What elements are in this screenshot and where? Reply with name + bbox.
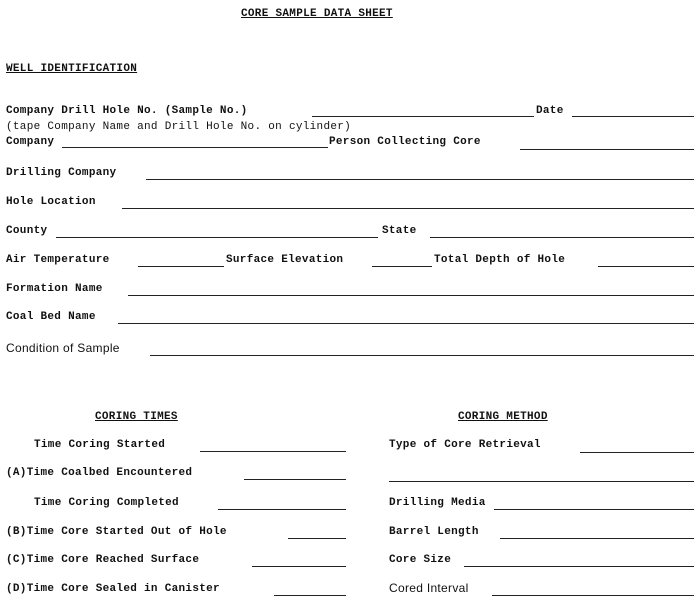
field-coring-time-completed[interactable] (218, 509, 346, 510)
field-coring-method-barrel-length[interactable] (500, 538, 694, 539)
section-well-identification: WELL IDENTIFICATION (6, 63, 138, 75)
field-state[interactable] (430, 237, 694, 238)
label-formation-name: Formation Name (6, 283, 103, 295)
heading-coring-times: CORING TIMES (95, 411, 178, 423)
field-coring-time-sealed[interactable] (274, 595, 346, 596)
field-company[interactable] (62, 147, 328, 148)
field-coal-bed-name[interactable] (118, 323, 694, 324)
coring-method-cored-interval: Cored Interval (389, 581, 469, 595)
label-state: State (382, 225, 417, 237)
coring-time-out-of-hole: (B)Time Core Started Out of Hole (6, 526, 227, 538)
coring-method-barrel-length: Barrel Length (389, 526, 479, 538)
field-coring-method-type[interactable] (580, 452, 694, 453)
coring-method-core-size: Core Size (389, 554, 452, 566)
field-air-temperature[interactable] (138, 266, 224, 267)
field-coring-method-extra[interactable] (389, 481, 694, 482)
coring-time-completed: Time Coring Completed (34, 497, 179, 509)
coring-time-sealed: (D)Time Core Sealed in Canister (6, 583, 220, 595)
field-coring-method-cored-interval[interactable] (492, 595, 694, 596)
coring-time-reached-surface: (C)Time Core Reached Surface (6, 554, 200, 566)
field-coring-time-coalbed[interactable] (244, 479, 346, 480)
label-coal-bed-name: Coal Bed Name (6, 311, 96, 323)
label-total-depth: Total Depth of Hole (434, 254, 566, 266)
tape-note: (tape Company Name and Drill Hole No. on cylinder) (6, 121, 352, 133)
label-hole-location: Hole Location (6, 196, 96, 208)
label-date: Date (536, 105, 564, 117)
field-condition-of-sample[interactable] (150, 355, 694, 356)
label-county: County (6, 225, 48, 237)
field-formation-name[interactable] (128, 295, 694, 296)
field-company-drill-hole[interactable] (312, 116, 534, 117)
heading-coring-method: CORING METHOD (458, 411, 548, 423)
field-coring-method-drilling-media[interactable] (494, 509, 694, 510)
field-drilling-company[interactable] (146, 179, 694, 180)
label-company: Company (6, 136, 55, 148)
label-person-collecting: Person Collecting Core (329, 136, 481, 148)
label-company-drill-hole: Company Drill Hole No. (Sample No.) (6, 105, 248, 117)
field-coring-time-out-of-hole[interactable] (288, 538, 346, 539)
sheet-title: CORE SAMPLE DATA SHEET (241, 8, 393, 20)
field-person-collecting[interactable] (520, 149, 694, 150)
coring-time-coalbed: (A)Time Coalbed Encountered (6, 467, 193, 479)
field-hole-location[interactable] (122, 208, 694, 209)
coring-method-type: Type of Core Retrieval (389, 439, 541, 451)
field-coring-time-started[interactable] (200, 451, 346, 452)
label-condition-of-sample: Condition of Sample (6, 341, 120, 355)
field-total-depth[interactable] (598, 266, 694, 267)
label-drilling-company: Drilling Company (6, 167, 117, 179)
field-coring-time-reached-surface[interactable] (252, 566, 346, 567)
field-county[interactable] (56, 237, 378, 238)
field-date[interactable] (572, 116, 694, 117)
label-surface-elevation: Surface Elevation (226, 254, 344, 266)
field-coring-method-core-size[interactable] (464, 566, 694, 567)
label-air-temperature: Air Temperature (6, 254, 110, 266)
coring-method-drilling-media: Drilling Media (389, 497, 486, 509)
field-surface-elevation[interactable] (372, 266, 432, 267)
coring-time-started: Time Coring Started (34, 439, 166, 451)
